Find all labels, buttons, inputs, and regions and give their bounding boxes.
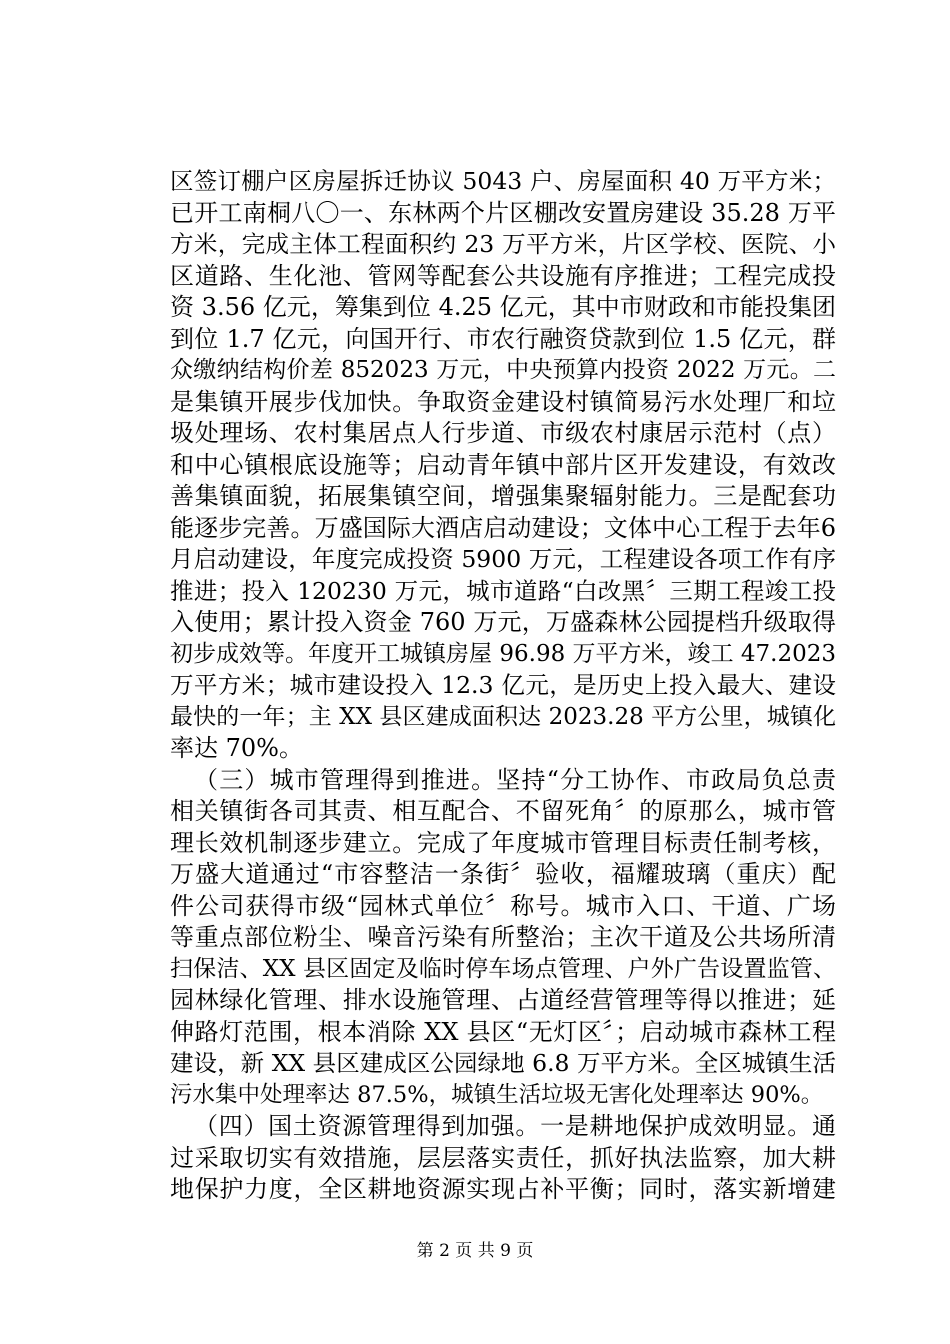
text-line: 万盛大道通过“市容整洁一条街〞验收，福耀玻璃（重庆）配 xyxy=(170,860,836,888)
text-line: 资 3.56 亿元，筹集到位 4.25 亿元，其中市财政和市能投集团 xyxy=(170,293,836,321)
text-line: 到位 1.7 亿元，向国开行、市农行融资贷款到位 1.5 亿元，群 xyxy=(170,324,836,353)
text-line: 善集镇面貌，拓展集镇空间，增强集聚辐射能力。三是配套功 xyxy=(170,482,836,510)
text-line: 推进；投入 120230 万元，城市道路“白改黑〞三期工程竣工投 xyxy=(170,576,836,605)
text-line: 污水集中处理率达 87.5%，城镇生活垃圾无害化处理率达 90%。 xyxy=(170,1081,824,1108)
paragraph-1 xyxy=(170,166,836,765)
text-line: 地保护力度，全区耕地资源实现占补平衡；同时，落实新增建 xyxy=(170,1175,836,1203)
text-line: 方米，完成主体工程面积约 23 万平方米，片区学校、医院、小 xyxy=(170,230,836,258)
text-line: 初步成效等。年度开工城镇房屋 96.98 万平方米，竣工 47.2023 xyxy=(170,640,836,667)
text-line: 能逐步完善。万盛国际大酒店启动建设；文体中心工程于去年6 xyxy=(170,513,836,542)
text-line: （三）城市管理得到推进。坚持“分工协作、市政局负总责 xyxy=(194,765,836,794)
text-line: 入使用；累计投入资金 760 万元，万盛森林公园提档升级取得 xyxy=(170,608,836,636)
page-number: 第 2 页 共 9 页 xyxy=(416,1241,534,1261)
text-line: 众缴纳结构价差 852023 万元，中央预算内投资 2022 万元。二 xyxy=(170,357,836,383)
paragraph-3 xyxy=(170,1111,836,1206)
text-line: 最快的一年；主 XX 县区建成面积达 2023.28 平方公里，城镇化 xyxy=(170,703,836,730)
text-line: 已开工南桐八〇一、东林两个片区棚改安置房建设 35.28 万平 xyxy=(170,198,836,227)
text-line: 伸路灯范围，根本消除 XX 县区“无灯区〞；启动城市森林工程 xyxy=(170,1017,836,1046)
text-line: 理长效机制逐步建立。完成了年度城市管理目标责任制考核， xyxy=(170,828,836,857)
text-line: 区签订棚户区房屋拆迁协议 5043 户、房屋面积 40 万平方米； xyxy=(170,167,836,195)
text-line: 件公司获得市级“园林式单位〞称号。城市入口、干道、广场 xyxy=(170,891,836,920)
text-line: 月启动建设，年度完成投资 5900 万元，工程建设各项工作有序 xyxy=(170,545,836,573)
text-line: 扫保洁、XX 县区固定及临时停车场点管理、户外广告设置监管、 xyxy=(170,955,836,982)
text-line: 区道路、生化池、管网等配套公共设施有序推进；工程完成投 xyxy=(170,261,836,290)
text-line: 园林绿化管理、排水设施管理、占道经营管理等得以推进；延 xyxy=(170,986,836,1014)
text-line: 等重点部位粉尘、噪音污染有所整治；主次干道及公共场所清 xyxy=(170,923,836,951)
paragraph-2 xyxy=(170,765,836,1112)
document-body xyxy=(170,166,836,1206)
text-line: 和中心镇根底设施等；启动青年镇中部片区开发建设，有效改 xyxy=(170,450,836,479)
text-line: 过采取切实有效措施，层层落实责任，抓好执法监察，加大耕 xyxy=(170,1143,836,1172)
text-line: 相关镇街各司其责、相互配合、不留死角〞的原那么，城市管 xyxy=(170,797,836,825)
text-line: 是集镇开展步伐加快。争取资金建设村镇简易污水处理厂和垃 xyxy=(170,387,836,416)
text-line: 建设，新 XX 县区建成区公园绿地 6.8 万平方米。全区城镇生活 xyxy=(170,1049,836,1077)
text-line: 圾处理场、农村集居点人行步道、市级农村康居示范村（点） xyxy=(170,419,836,447)
text-line: （四）国土资源管理得到加强。一是耕地保护成效明显。通 xyxy=(194,1112,836,1140)
text-line: 万平方米；城市建设投入 12.3 亿元，是历史上投入最大、建设 xyxy=(170,671,836,699)
text-line: 率达 70%。 xyxy=(170,734,303,762)
